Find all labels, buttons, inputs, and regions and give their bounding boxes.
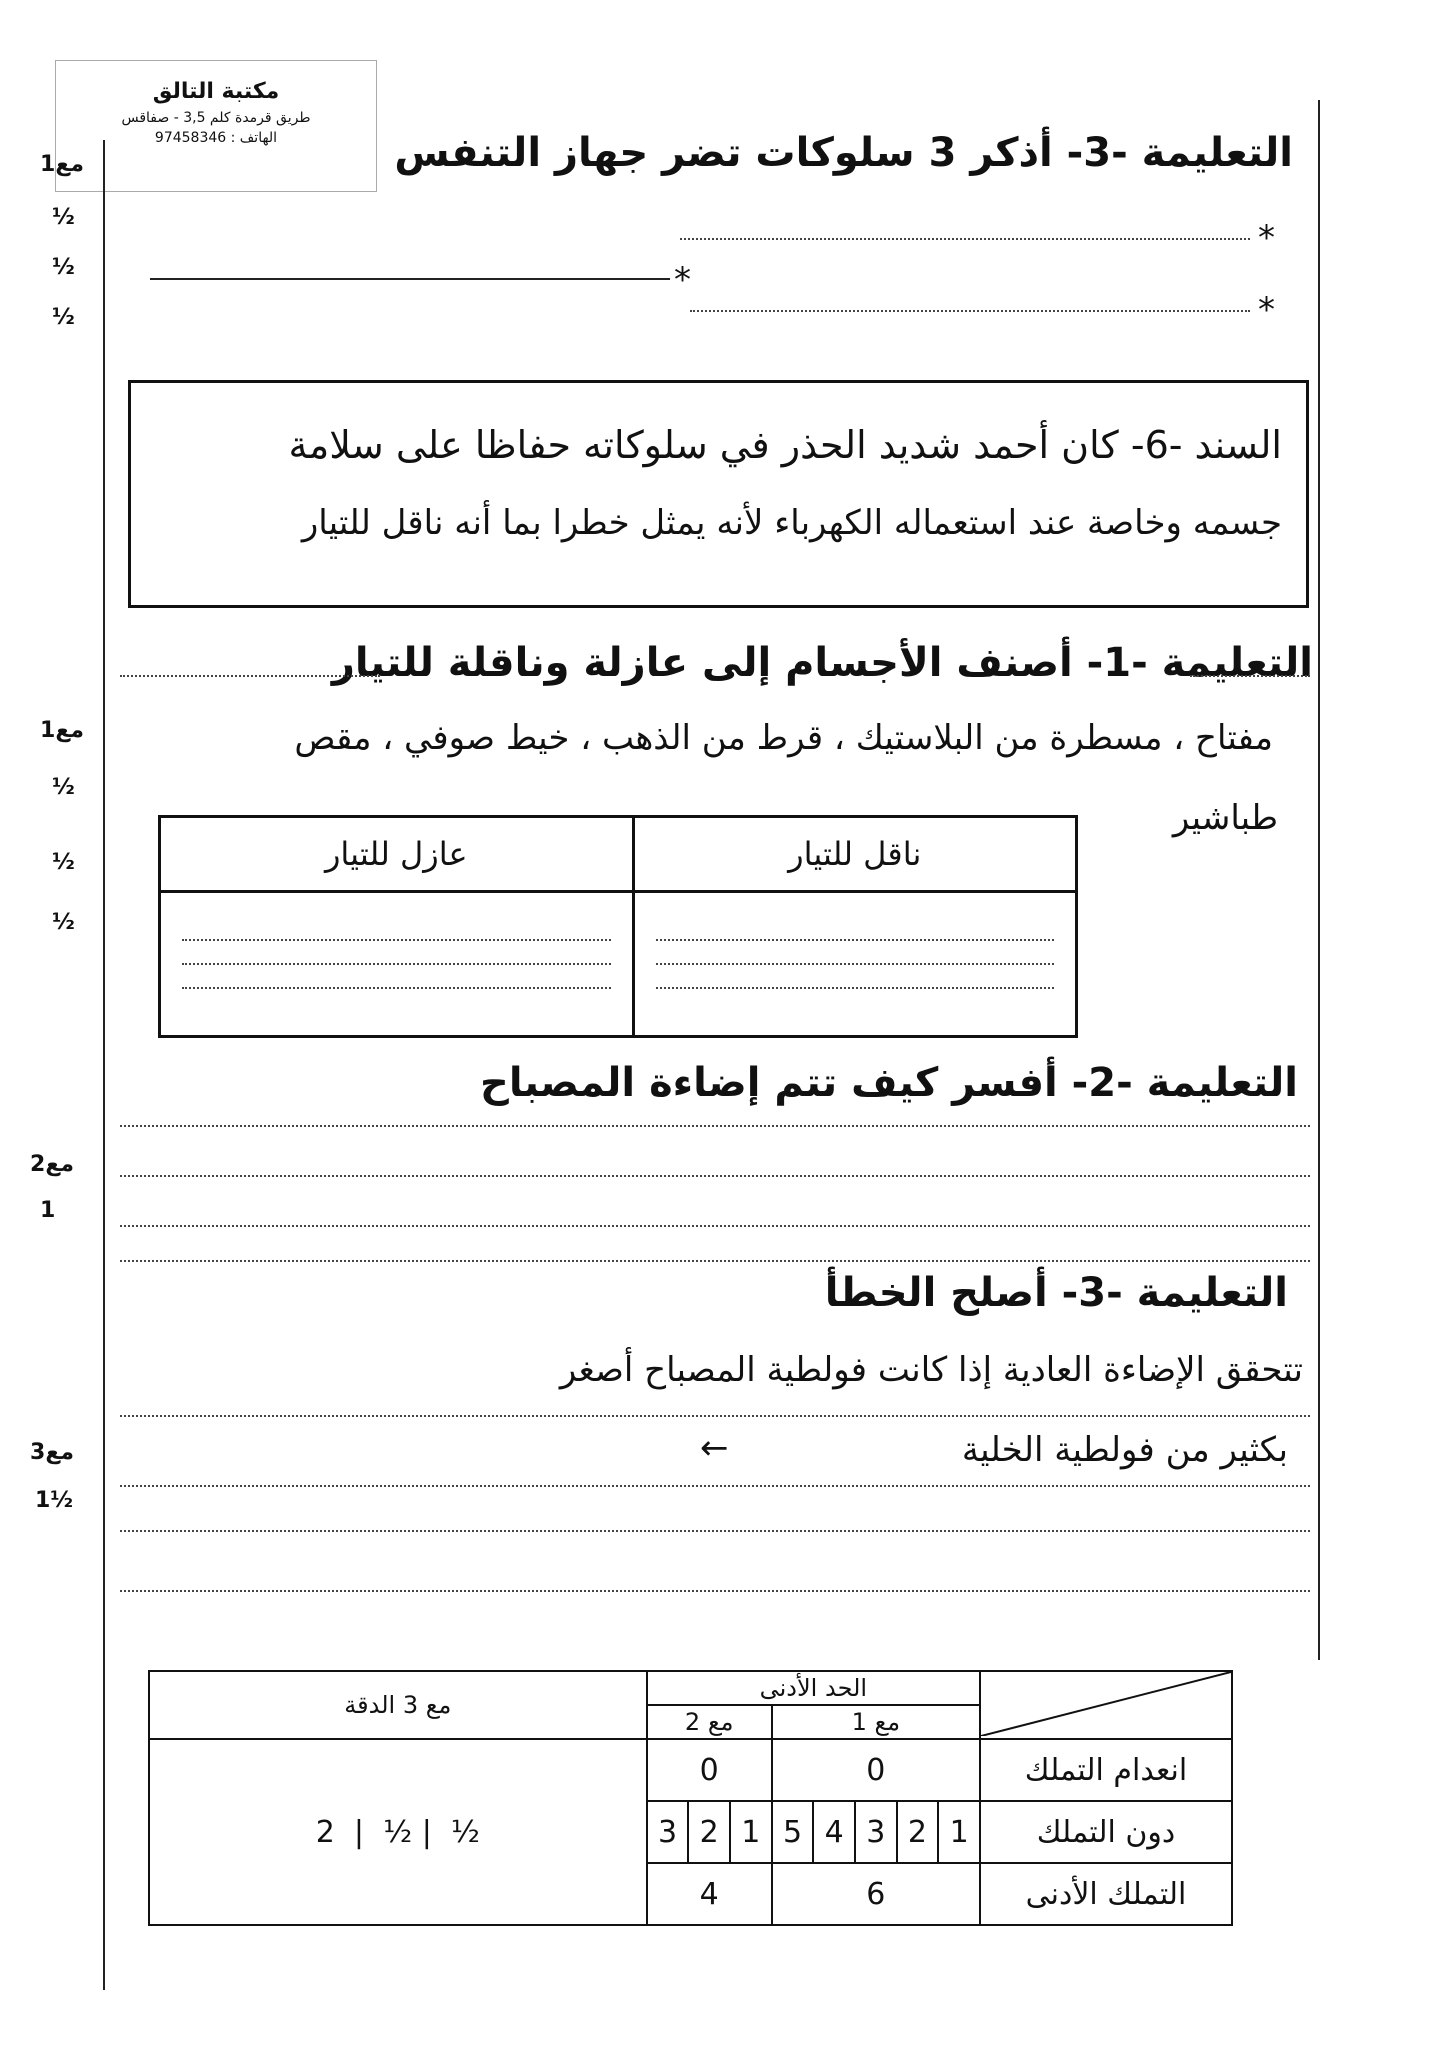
stamp-name: مكتبة التالق — [152, 79, 280, 104]
grid-cell: 2 — [688, 1801, 730, 1863]
margin-line — [103, 140, 105, 1990]
answer-line — [150, 278, 670, 280]
answer-line — [120, 1225, 1310, 1227]
q1-items-line-1: مفتاح ، مسطرة من البلاستيك ، قرط من الذهب ، خيط صوفي ، مقص — [294, 718, 1273, 758]
score-value: ½ — [52, 255, 75, 280]
c1-header: مع 1 — [772, 1705, 980, 1739]
row-label: دون التملك — [980, 1801, 1232, 1863]
q1-heading: التعليمة -1- أصنف الأجسام إلى عازلة وناقلة للتيار — [331, 640, 1313, 686]
q3-behaviors-heading: التعليمة -3- أذكر 3 سلوكات تضر جهاز التنفس — [394, 130, 1293, 176]
support-line-2: جسمه وخاصة عند استعماله الكهرباء لأنه يمثل خطرا بما أنه ناقل للتيار — [301, 503, 1282, 543]
grid-cell: 1 — [938, 1801, 980, 1863]
answer-line — [656, 963, 1054, 965]
answer-line — [182, 987, 611, 989]
grading-grid — [148, 1670, 1233, 1926]
stamp-phone: الهاتف : 97458346 — [154, 130, 278, 146]
grid-cell: 5 — [772, 1801, 814, 1863]
bullet: * — [674, 260, 691, 300]
diagonal-line — [981, 1672, 1231, 1736]
excel-score: ½ — [450, 1814, 480, 1850]
score-label: مع1 — [40, 152, 84, 177]
classify-table — [158, 815, 1078, 1038]
score-label: مع2 — [30, 1152, 74, 1177]
score-value: ½ — [52, 305, 75, 330]
corner-cell — [980, 1671, 1232, 1739]
conductor-header: ناقل للتيار — [633, 817, 1076, 892]
answer-line — [182, 963, 611, 965]
answer-line — [120, 1415, 1310, 1417]
answer-line — [680, 238, 1250, 240]
score-label: مع1 — [40, 718, 84, 743]
conductor-cell[interactable] — [633, 892, 1076, 1037]
answer-line — [656, 987, 1054, 989]
right-margin-line — [1318, 100, 1320, 1660]
answer-line — [120, 1260, 1310, 1262]
answer-line — [120, 1530, 1310, 1532]
answer-line — [120, 1125, 1310, 1127]
score-value: ½ — [52, 775, 75, 800]
score-value: ½ — [52, 850, 75, 875]
min-header: الحد الأدنى — [647, 1671, 980, 1705]
insulator-header: عازل للتيار — [160, 817, 634, 892]
grid-cell: 0 — [772, 1739, 980, 1801]
insulator-cell[interactable] — [160, 892, 634, 1037]
answer-line — [120, 1485, 1310, 1487]
grid-cell: 4 — [813, 1801, 855, 1863]
answer-line — [182, 939, 611, 941]
excel-score: ½ — [383, 1814, 413, 1850]
score-value: 1½ — [35, 1488, 74, 1513]
grid-cell: 3 — [855, 1801, 897, 1863]
answer-line — [1190, 675, 1310, 677]
bullet: * — [1258, 290, 1275, 330]
score-value: ½ — [52, 910, 75, 935]
grid-cell: 1 — [730, 1801, 772, 1863]
q3-fix-line-2: بكثير من فولطية الخلية — [961, 1430, 1288, 1470]
score-value: ½ — [52, 205, 75, 230]
answer-line — [120, 675, 380, 677]
support-box — [128, 380, 1309, 608]
q2-heading: التعليمة -2- أفسر كيف تتم إضاءة المصباح — [480, 1060, 1298, 1106]
q1-items-line-2: طباشير — [1172, 798, 1278, 838]
answer-line — [120, 1175, 1310, 1177]
answer-line — [656, 939, 1054, 941]
support-line-1: السند -6- كان أحمد شديد الحذر في سلوكاته حفاظا على سلامة — [288, 423, 1282, 467]
q3-fix-line-1: تتحقق الإضاءة العادية إذا كانت فولطية المصباح أصغر — [559, 1350, 1303, 1390]
excel-score: 2 — [315, 1814, 335, 1850]
row-label: التملك الأدنى — [980, 1863, 1232, 1925]
score-value: 1 — [40, 1198, 56, 1223]
grid-cell: 0 — [647, 1739, 772, 1801]
bullet: * — [1258, 218, 1275, 258]
q3-fix-heading: التعليمة -3- أصلح الخطأ — [824, 1270, 1288, 1316]
grid-cell: 2 — [897, 1801, 939, 1863]
arrow-icon: ← — [700, 1428, 729, 1468]
answer-line — [690, 310, 1250, 312]
excel-cell: 2 | ½ | ½ — [149, 1739, 647, 1925]
grid-cell: 4 — [647, 1863, 772, 1925]
row-label: انعدام التملك — [980, 1739, 1232, 1801]
answer-line — [120, 1590, 1310, 1592]
grid-cell: 3 — [647, 1801, 689, 1863]
c2-header: مع 2 — [647, 1705, 772, 1739]
excel-header: مع 3 الدقة — [149, 1671, 647, 1739]
grid-cell: 6 — [772, 1863, 980, 1925]
score-label: مع3 — [30, 1440, 74, 1465]
stamp-address: طريق قرمدة كلم 3,5 - صفاقس — [121, 110, 311, 126]
